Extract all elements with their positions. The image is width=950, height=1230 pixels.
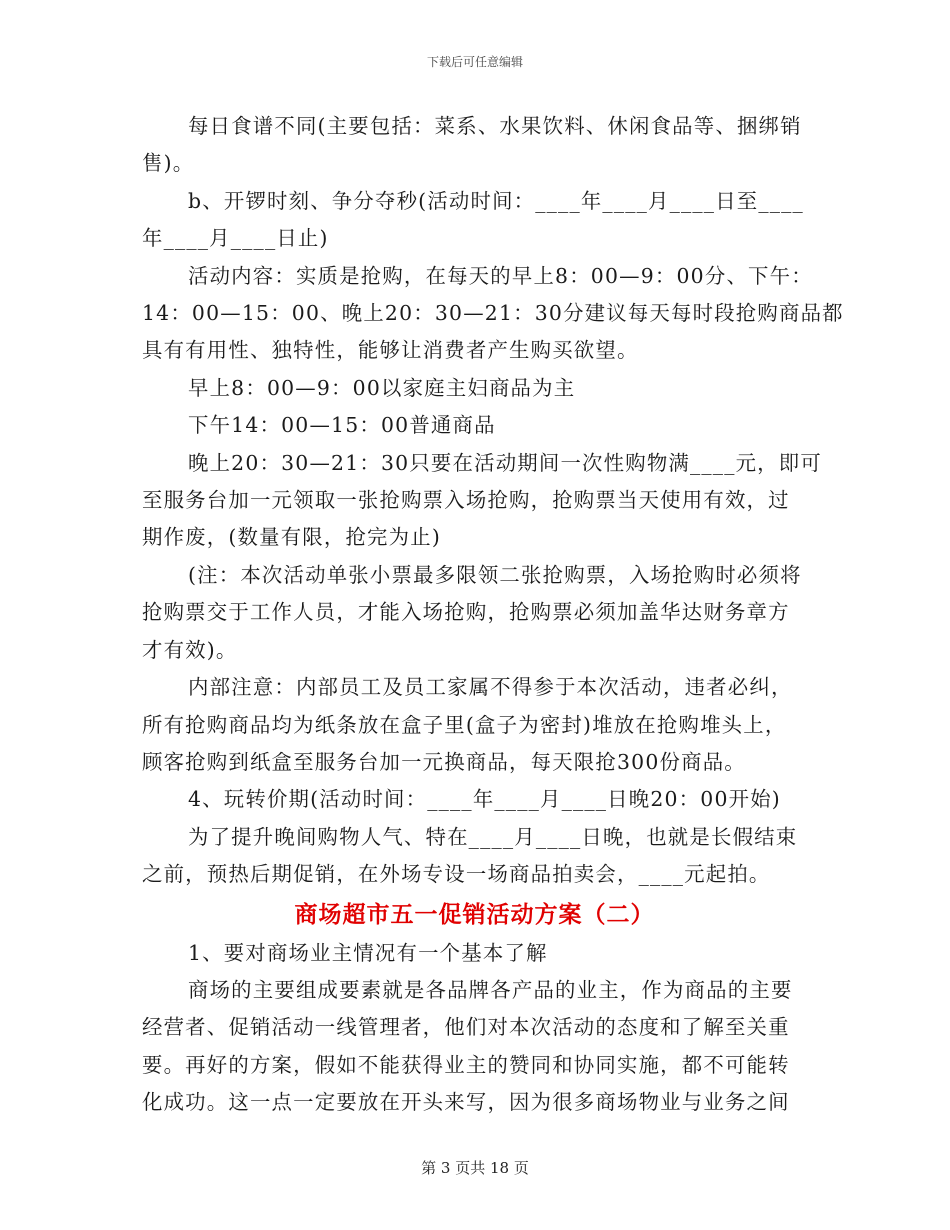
text-line: 至服务台加一元领取一张抢购票入场抢购，抢购票当天使用有效，过 <box>142 488 790 513</box>
text-line: 早上8：00—9：00以家庭主妇商品为主 <box>188 375 576 400</box>
text-line: 活动内容：实质是抢购，在每天的早上8：00—9：00分、下午： <box>188 263 813 288</box>
text-line: 才有效)。 <box>142 637 238 662</box>
text-line: 经营者、促销活动一线管理者，他们对本次活动的态度和了解至关重 <box>142 1015 790 1040</box>
document-body <box>142 108 844 1122</box>
text-line: 要。再好的方案，假如不能获得业主的赞同和协同实施，都不可能转 <box>142 1052 790 1077</box>
text-line: 抢购票交于工作人员，才能入场抢购，抢购票必须加盖华达财务章方 <box>142 600 790 625</box>
text-line: (注：本次活动单张小票最多限领二张抢购票，入场抢购时必须将 <box>188 562 802 587</box>
text-line: 晚上20：30—21：30只要在活动期间一次性购物满____元，即可 <box>188 450 822 475</box>
page-header: 下载后可任意编辑 <box>426 55 523 69</box>
text-line: 下午14：00—15：00普通商品 <box>188 413 496 438</box>
text-line: 14：00—15：00、晚上20：30—21：30分建议每天每时段抢购商品都 <box>142 301 844 326</box>
section-title: 商场超市五一促销活动方案（二） <box>294 900 655 928</box>
text-line: 具有有用性、独特性，能够让消费者产生购买欲望。 <box>142 338 639 363</box>
text-line: 商场的主要组成要素就是各品牌各产品的业主，作为商品的主要 <box>188 977 793 1002</box>
text-line: 每日食谱不同(主要包括：菜系、水果饮料、休闲食品等、捆绑销 <box>188 114 802 138</box>
text-line: 1、要对商场业主情况有一个基本了解 <box>188 940 548 965</box>
text-line: 为了提升晚间购物人气、特在____月____日晚，也就是长假结束 <box>188 824 798 849</box>
text-line: 顾客抢购到纸盒至服务台加一元换商品，每天限抢300份商品。 <box>142 749 746 774</box>
text-line: 内部注意：内部员工及员工家属不得参于本次活动，违者必纠， <box>188 675 793 700</box>
text-line: 年____月____日止) <box>142 226 329 251</box>
text-line: 化成功。这一点一定要放在开头来写，因为很多商场物业与业务之间 <box>142 1090 790 1115</box>
text-line: 4、玩转价期(活动时间：____年____月____日晚20：00开始) <box>188 787 781 812</box>
text-line: 所有抢购商品均为纸条放在盒子里(盒子为密封)堆放在抢购堆头上， <box>142 712 787 737</box>
page-footer: 第 3 页共 18 页 <box>421 1159 529 1177</box>
text-line: b、开锣时刻、争分夺秒(活动时间：____年____月____日至____ <box>188 188 804 213</box>
text-line: 期作废，(数量有限，抢完为止) <box>142 525 441 550</box>
text-line: 之前，预热后期促销，在外场专设一场商品拍卖会，____元起拍。 <box>142 862 771 887</box>
text-line: 售)。 <box>142 151 195 176</box>
